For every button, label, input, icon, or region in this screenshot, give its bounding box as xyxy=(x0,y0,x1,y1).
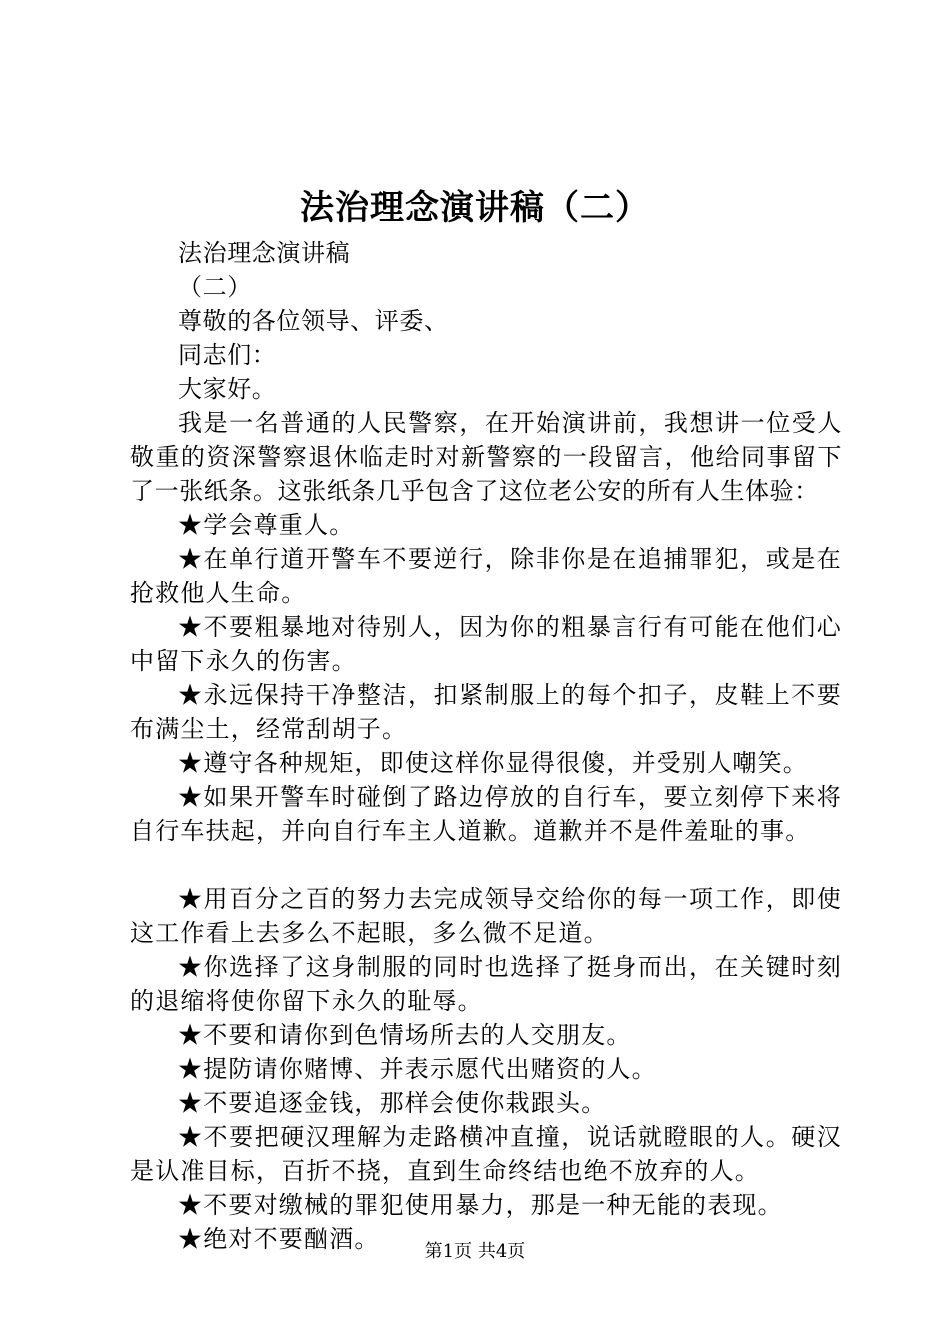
rule-item: ★遵守各种规矩，即使这样你显得很傻，并受别人嘲笑。 xyxy=(178,749,808,777)
rule-item: ★不要和请你到色情场所去的人交朋友。 xyxy=(178,1021,632,1049)
document-title: 法治理念演讲稿（二） xyxy=(300,188,650,228)
paragraph-subtitle-number: （二） xyxy=(178,273,252,301)
rule-item: ★永远保持干净整洁，扣紧制服上的每个扣子，皮鞋上不要布满尘土，经常刮胡子。 xyxy=(130,681,842,743)
rule-item: ★不要把硬汉理解为走路横冲直撞，说话就瞪眼的人。硬汉是认准目标，百折不挠，直到生命终结也绝不放弃的人。 xyxy=(130,1123,842,1185)
paragraph-salutation: 尊敬的各位领导、评委、 xyxy=(178,307,449,335)
rule-item: ★提防请你赌博、并表示愿代出赌资的人。 xyxy=(178,1055,657,1083)
rule-item: ★你选择了这身制服的同时也选择了挺身而出，在关键时刻的退缩将使你留下永久的耻辱。 xyxy=(130,953,842,1015)
paragraph-intro: 我是一名普通的人民警察，在开始演讲前，我想讲一位受人敬重的资深警察退休临走时对新警察的一段留言，他给同事留下了一张纸条。这张纸条几乎包含了这位老公安的所有人生体验： xyxy=(130,409,842,505)
paragraph-subtitle: 法治理念演讲稿 xyxy=(178,239,351,267)
rule-item: ★用百分之百的努力去完成领导交给你的每一项工作，即使这工作看上去多么不起眼，多么微不足道。 xyxy=(130,885,842,947)
rule-item: ★如果开警车时碰倒了路边停放的自行车，要立刻停下来将自行车扶起，并向自行车主人道歉。道歉并不是件羞耻的事。 xyxy=(130,783,842,845)
paragraph-greeting: 大家好。 xyxy=(178,375,277,403)
rule-item: ★不要追逐金钱，那样会使你栽跟头。 xyxy=(178,1089,607,1117)
document-body xyxy=(130,236,842,1256)
rule-item: ★不要对缴械的罪犯使用暴力，那是一种无能的表现。 xyxy=(178,1191,783,1219)
rule-item: ★不要粗暴地对待别人，因为你的粗暴言行有可能在他们心中留下永久的伤害。 xyxy=(130,613,842,675)
paragraph-salutation-comrades: 同志们： xyxy=(178,341,277,369)
paragraph-gap xyxy=(130,848,842,882)
rule-item: ★绝对不要酗酒。 xyxy=(178,1225,380,1253)
rule-item: ★在单行道开警车不要逆行，除非你是在追捕罪犯，或是在抢救他人生命。 xyxy=(130,545,842,607)
rule-item: ★学会尊重人。 xyxy=(178,511,355,539)
page-footer: 第1页 共4页 xyxy=(424,1241,526,1262)
